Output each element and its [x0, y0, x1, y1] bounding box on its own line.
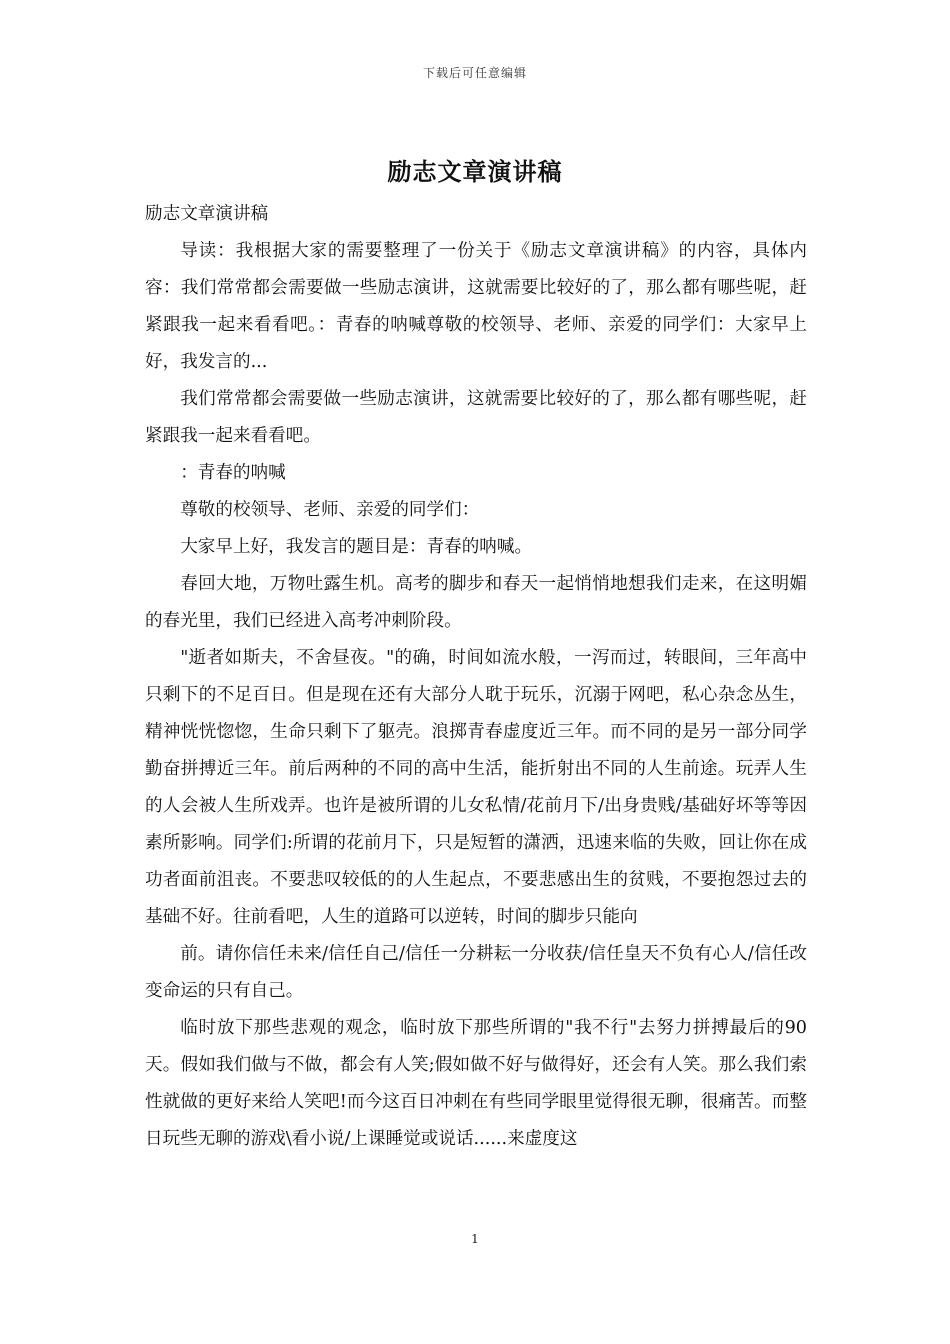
salutation-paragraph: 尊敬的校领导、老师、亲爱的同学们： — [180, 500, 480, 520]
body-paragraph: 春回大地，万物吐露生机。高考的脚步和春天一起悄悄地想我们走来，在这明媚的春光里，我们已经进入高考冲刺阶段。 — [145, 574, 807, 631]
speech-title-paragraph: ：青春的呐喊 — [180, 463, 286, 483]
intro-paragraph: 导读：我根据大家的需要整理了一份关于《励志文章演讲稿》的内容，具体内容：我们常常都会需要做一些励志演讲，这就需要比较好的了，那么都有哪些呢，赶紧跟我一起来看看吧。：青春的呐喊尊敬的校领导、老师、亲爱的同学们：大家早上好，我发言的... — [145, 241, 807, 372]
document-body — [145, 196, 807, 1158]
body-paragraph: "逝者如斯夫，不舍昼夜。"的确，时间如流水般，一泻而过，转眼间，三年高中只剩下的不足百日。但是现在还有大部分人耽于玩乐，沉溺于网吧，私心杂念丛生，精神恍恍惚惚，生命只剩下了躯壳。浪掷青春虚度近三年。而不同的是另一部分同学勤奋拼搏近三年。前后两种的不同的高中生活，能折射出不同的人生前途。玩弄人生的人会被人生所戏弄。也许是被所谓的儿女私情/花前月下/出身贵贱/基础好坏等等因素所影响。同学们:所谓的花前月下，只是短暂的潇洒，迅速来临的失败，回让你在成功者面前沮丧。不要悲叹较低的的人生起点，不要悲感出生的贫贱，不要抱怨过去的基础不好。往前看吧，人生的道路可以逆转，时间的脚步只能向 — [145, 648, 807, 927]
page-header: 下载后可任意编辑 — [422, 66, 527, 80]
greeting-paragraph: 大家早上好，我发言的题目是：青春的呐喊。 — [180, 537, 533, 557]
page-number: 1 — [471, 1232, 479, 1246]
body-paragraph: 临时放下那些悲观的观念，临时放下那些所谓的"我不行"去努力拼搏最后的90天。假如我们做与不做，都会有人笑;假如做不好与做得好，还会有人笑。那么我们索性就做的更好来给人笑吧!而今这百日冲刺在有些同学眼里觉得很无聊，很痛苦。而整日玩些无聊的游戏\看小说/上课睡觉或说话......来虚度这 — [145, 1018, 807, 1149]
document-title: 励志文章演讲稿 — [387, 157, 563, 186]
body-paragraph: 前。请你信任未来/信任自己/信任一分耕耘一分收获/信任皇天不负有心人/信任改变命运的只有自己。 — [145, 944, 807, 1001]
body-paragraph: 我们常常都会需要做一些励志演讲，这就需要比较好的了，那么都有哪些呢，赶紧跟我一起来看看吧。 — [145, 389, 807, 446]
subtitle-paragraph: 励志文章演讲稿 — [145, 204, 269, 224]
